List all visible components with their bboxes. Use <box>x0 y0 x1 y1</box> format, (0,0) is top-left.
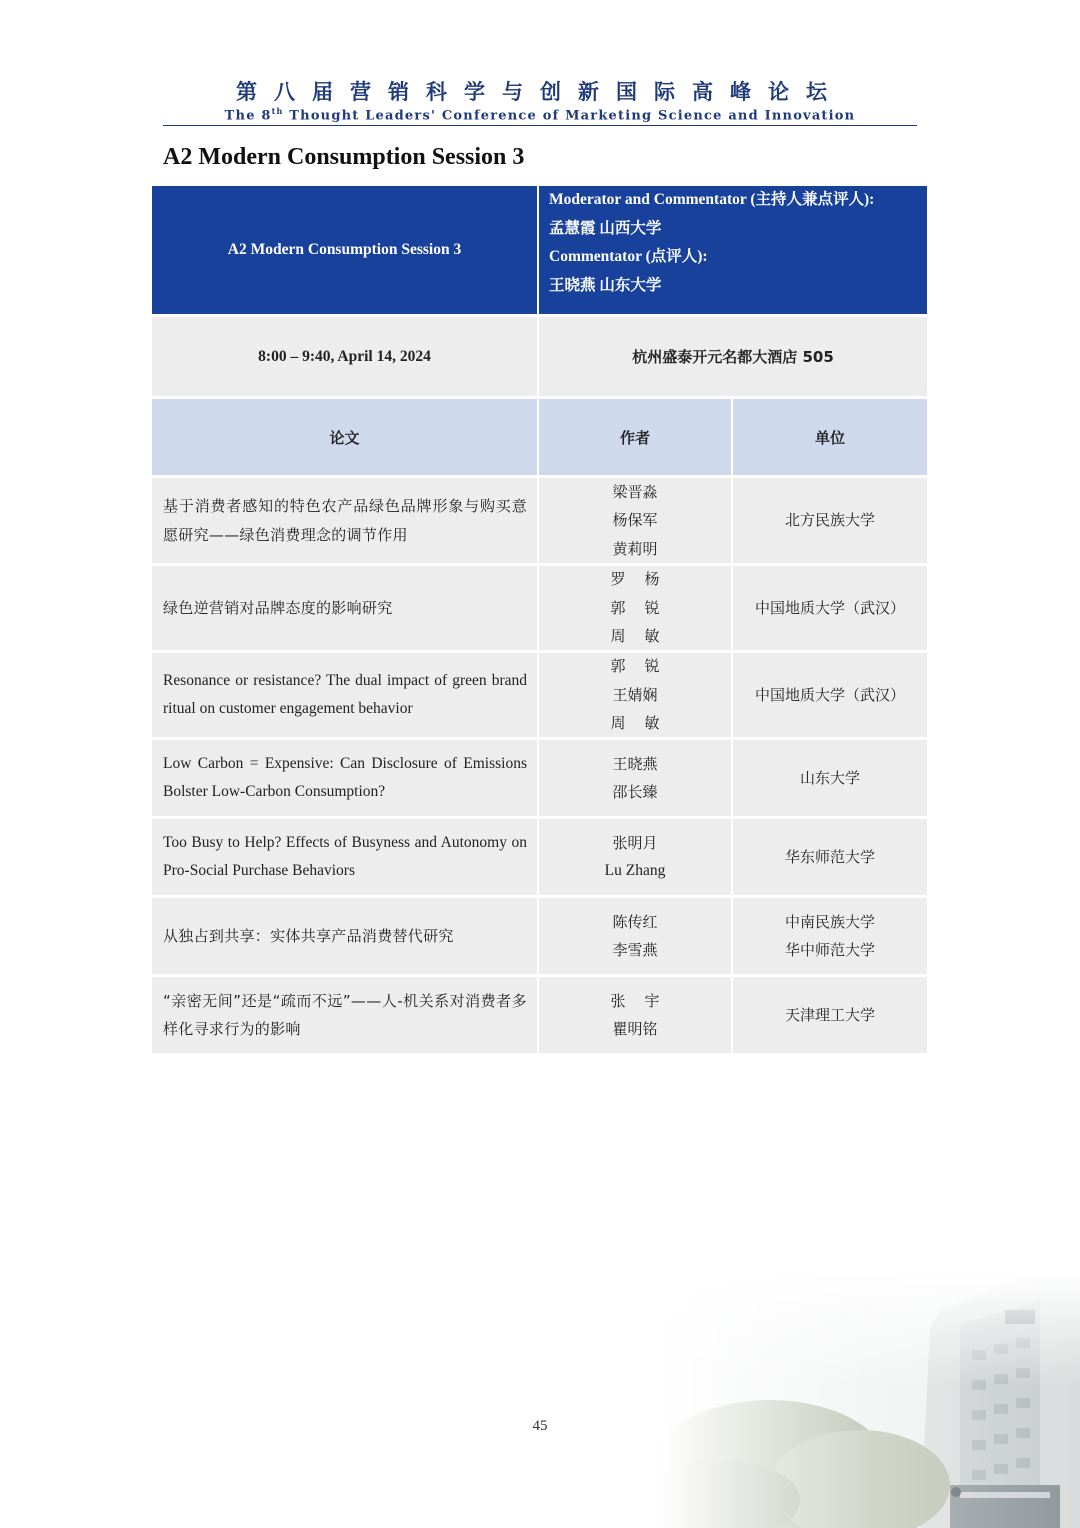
campus-building-photo <box>660 1270 1080 1528</box>
column-header-authors: 作者 <box>539 399 733 475</box>
author: 王晓燕 <box>612 754 658 773</box>
table-row <box>152 898 927 977</box>
author: 邵长臻 <box>612 783 658 801</box>
unit: 华东师范大学 <box>784 847 875 866</box>
unit: 天津理工大学 <box>784 1005 875 1024</box>
units <box>733 819 927 895</box>
paper-title: Low Carbon = Expensive: Can Disclosure of Emissions Bolster Low-Carbon Consumption? <box>152 740 539 816</box>
column-header-paper: 论文 <box>152 399 539 475</box>
moderator-name: 孟慧霞 山西大学 <box>549 219 662 237</box>
paper-title: 绿色逆营销对品牌态度的影响研究 <box>152 566 539 650</box>
session-table <box>152 186 927 1056</box>
author: 黄莉明 <box>612 539 658 558</box>
paper-title: 从独占到共享：实体共享产品消费替代研究 <box>152 898 539 974</box>
unit: 中国地质大学（武汉） <box>754 598 905 617</box>
paper-title: 基于消费者感知的特色农产品绿色品牌形象与购买意愿研究——绿色消费理念的调节作用 <box>152 478 539 563</box>
units <box>733 977 927 1053</box>
units <box>733 740 927 816</box>
column-header-row <box>152 399 927 478</box>
table-row <box>152 819 927 898</box>
author: 王婧娴 <box>612 685 658 704</box>
units <box>733 566 927 650</box>
paper-title: “亲密无间”还是“疏而不远”——人-机关系对消费者多样化寻求行为的影响 <box>152 977 539 1053</box>
author: 陈传红 <box>612 912 658 931</box>
table-row <box>152 977 927 1056</box>
unit: 华中师范大学 <box>784 941 875 959</box>
title-en-pre: The 8 <box>224 108 272 124</box>
unit: 北方民族大学 <box>784 511 875 530</box>
table-row <box>152 740 927 819</box>
session-venue: 杭州盛泰开元名都大酒店 505 <box>632 348 834 366</box>
moderator-block <box>539 186 927 314</box>
units <box>733 653 927 737</box>
paper-title: Resonance or resistance? The dual impact of green brand ritual on customer engagement behavior <box>152 653 539 737</box>
authors <box>539 566 733 650</box>
conference-title-cn: 第八届营销科学与创新国际高峰论坛 <box>236 80 844 104</box>
author: 罗 杨 <box>610 570 660 589</box>
author: 杨保军 <box>612 511 658 530</box>
commentator-label: Commentator (点评人): <box>549 248 708 265</box>
authors <box>539 898 733 974</box>
conference-title-en <box>0 106 1080 123</box>
unit: 中南民族大学 <box>784 912 875 931</box>
author: 周 敏 <box>610 627 660 646</box>
author: 周 敏 <box>610 714 660 733</box>
unit: 中国地质大学（武汉） <box>754 685 905 704</box>
authors <box>539 977 733 1053</box>
author: 瞿明铭 <box>612 1020 658 1038</box>
author: 郭 锐 <box>610 657 660 676</box>
author: Lu Zhang <box>604 862 666 879</box>
authors <box>539 819 733 895</box>
authors <box>539 740 733 816</box>
column-header-unit: 单位 <box>814 428 845 447</box>
title-en-post: Thought Leaders' Conference of Marketing Science and Innovation <box>283 108 856 124</box>
authors <box>539 653 733 737</box>
moderator-label: Moderator and Commentator (主持人兼点评人): <box>549 191 875 208</box>
page-title: A2 Modern Consumption Session 3 <box>163 144 525 170</box>
table-row <box>152 566 927 653</box>
author: 张明月 <box>612 833 658 852</box>
units <box>733 478 927 563</box>
author: 李雪燕 <box>612 941 658 959</box>
units <box>733 898 927 974</box>
commentator-name: 王晓燕 山东大学 <box>549 276 662 294</box>
page-number: 45 <box>532 1418 548 1434</box>
author: 梁晋淼 <box>612 482 658 501</box>
session-name: A2 Modern Consumption Session 3 <box>152 186 539 314</box>
paper-title: Too Busy to Help? Effects of Busyness and Autonomy on Pro-Social Purchase Behaviors <box>152 819 539 895</box>
session-time: 8:00 – 9:40, April 14, 2024 <box>152 317 539 396</box>
title-en-sup: th <box>271 106 284 116</box>
author: 张 宇 <box>610 991 660 1010</box>
session-header-row <box>152 186 927 317</box>
time-venue-row <box>152 317 927 399</box>
author: 郭 锐 <box>610 598 660 617</box>
unit: 山东大学 <box>799 768 860 787</box>
authors <box>539 478 733 563</box>
header-divider <box>163 125 917 126</box>
table-row <box>152 653 927 740</box>
table-row <box>152 478 927 566</box>
